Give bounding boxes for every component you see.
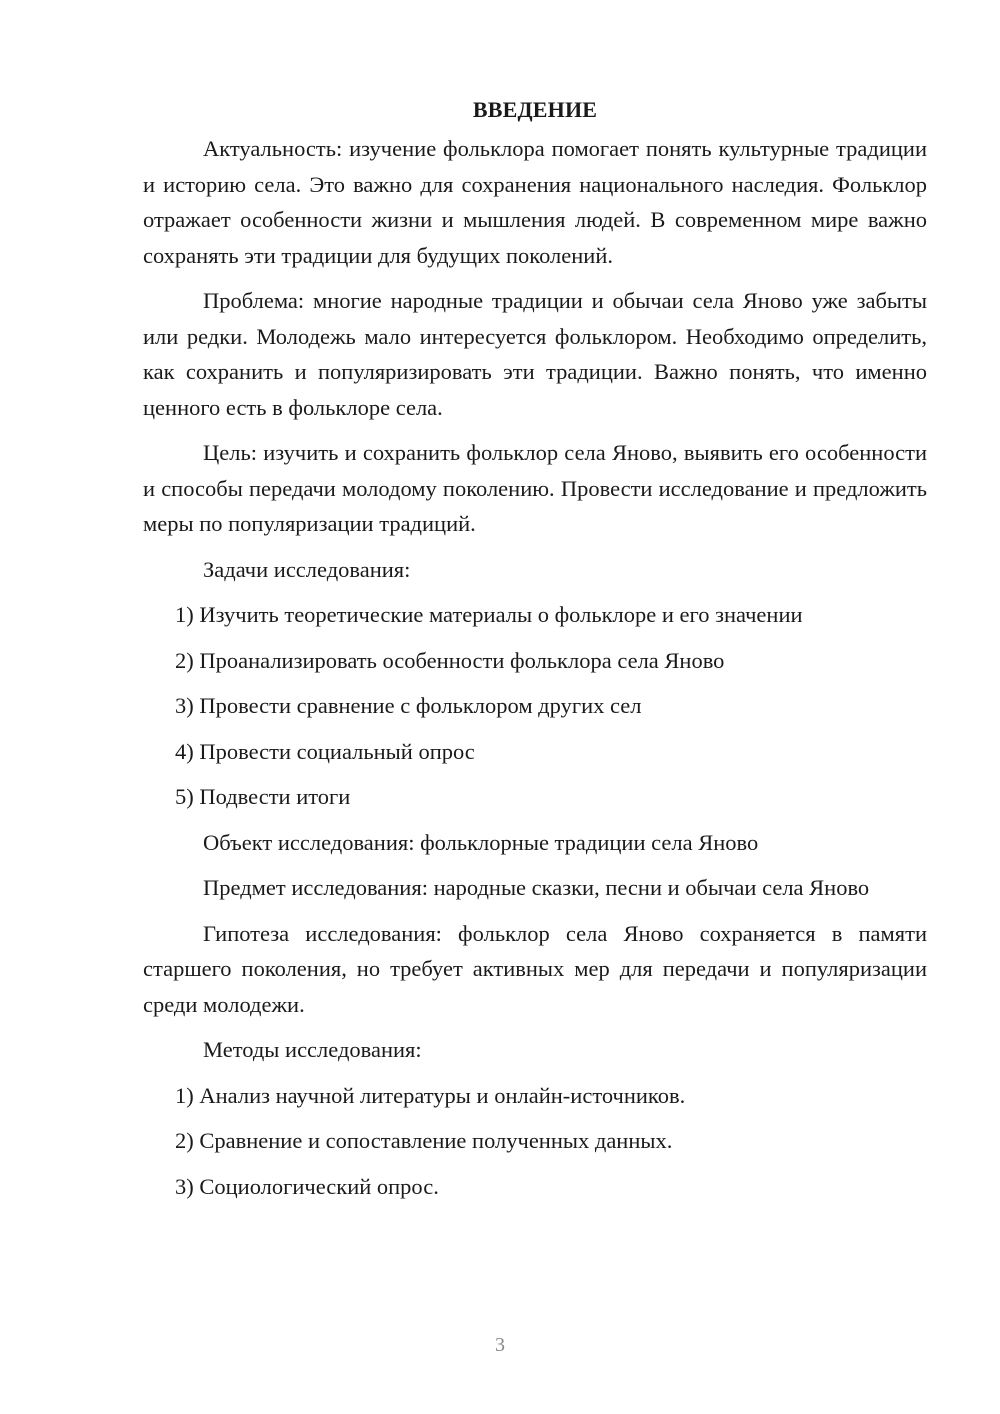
document-page <box>143 92 927 1214</box>
methods-title: Методы исследования: <box>203 1037 422 1062</box>
page-number: 3 <box>495 1334 505 1356</box>
object-line: Объект исследования: фольклорные традиции села Яново <box>203 829 759 855</box>
problem-paragraph: Проблема: многие народные традиции и обычаи села Яново уже забыты или редки. Молодежь мало интересуется фольклором. Необходимо определить, как сохранить и популяризировать эти традиции. Важно понять, что именно ценного есть в фольклоре села. <box>143 288 927 420</box>
task-item: 2) Проанализировать особенности фольклора села Яново <box>175 647 725 673</box>
task-item: 5) Подвести итоги <box>175 784 351 809</box>
task-item: 1) Изучить теоретические материалы о фольклоре и его значении <box>175 602 803 627</box>
method-item: 1) Анализ научной литературы и онлайн-источников. <box>175 1082 686 1108</box>
relevance-paragraph: Актуальность: изучение фольклора помогает понять культурные традиции и историю села. Это важно для сохранения национального наследия. Фольклор отражает особенности жизни и мышления людей. В современном мире важно сохранять эти традиции для будущих поколений. <box>143 136 927 268</box>
method-item: 2) Сравнение и сопоставление полученных данных. <box>175 1128 673 1153</box>
hypothesis-paragraph: Гипотеза исследования: фольклор села Яново сохраняется в памяти старшего поколения, но требует активных мер для передачи и популяризации среди молодежи. <box>143 920 927 1017</box>
subject-paragraph: Предмет исследования: народные сказки, песни и обычаи села Яново <box>203 875 870 900</box>
task-item: 4) Провести социальный опрос <box>175 738 475 764</box>
goal-paragraph: Цель: изучить и сохранить фольклор села Яново, выявить его особенности и способы передачи молодому поколению. Провести исследование и предложить меры по популяризации традиций. <box>143 440 927 536</box>
task-item: 3) Провести сравнение с фольклором других сел <box>175 693 642 718</box>
method-item: 3) Социологический опрос. <box>175 1173 439 1199</box>
tasks-title: Задачи исследования: <box>203 556 411 582</box>
section-heading: ВВЕДЕНИЕ <box>472 97 598 122</box>
